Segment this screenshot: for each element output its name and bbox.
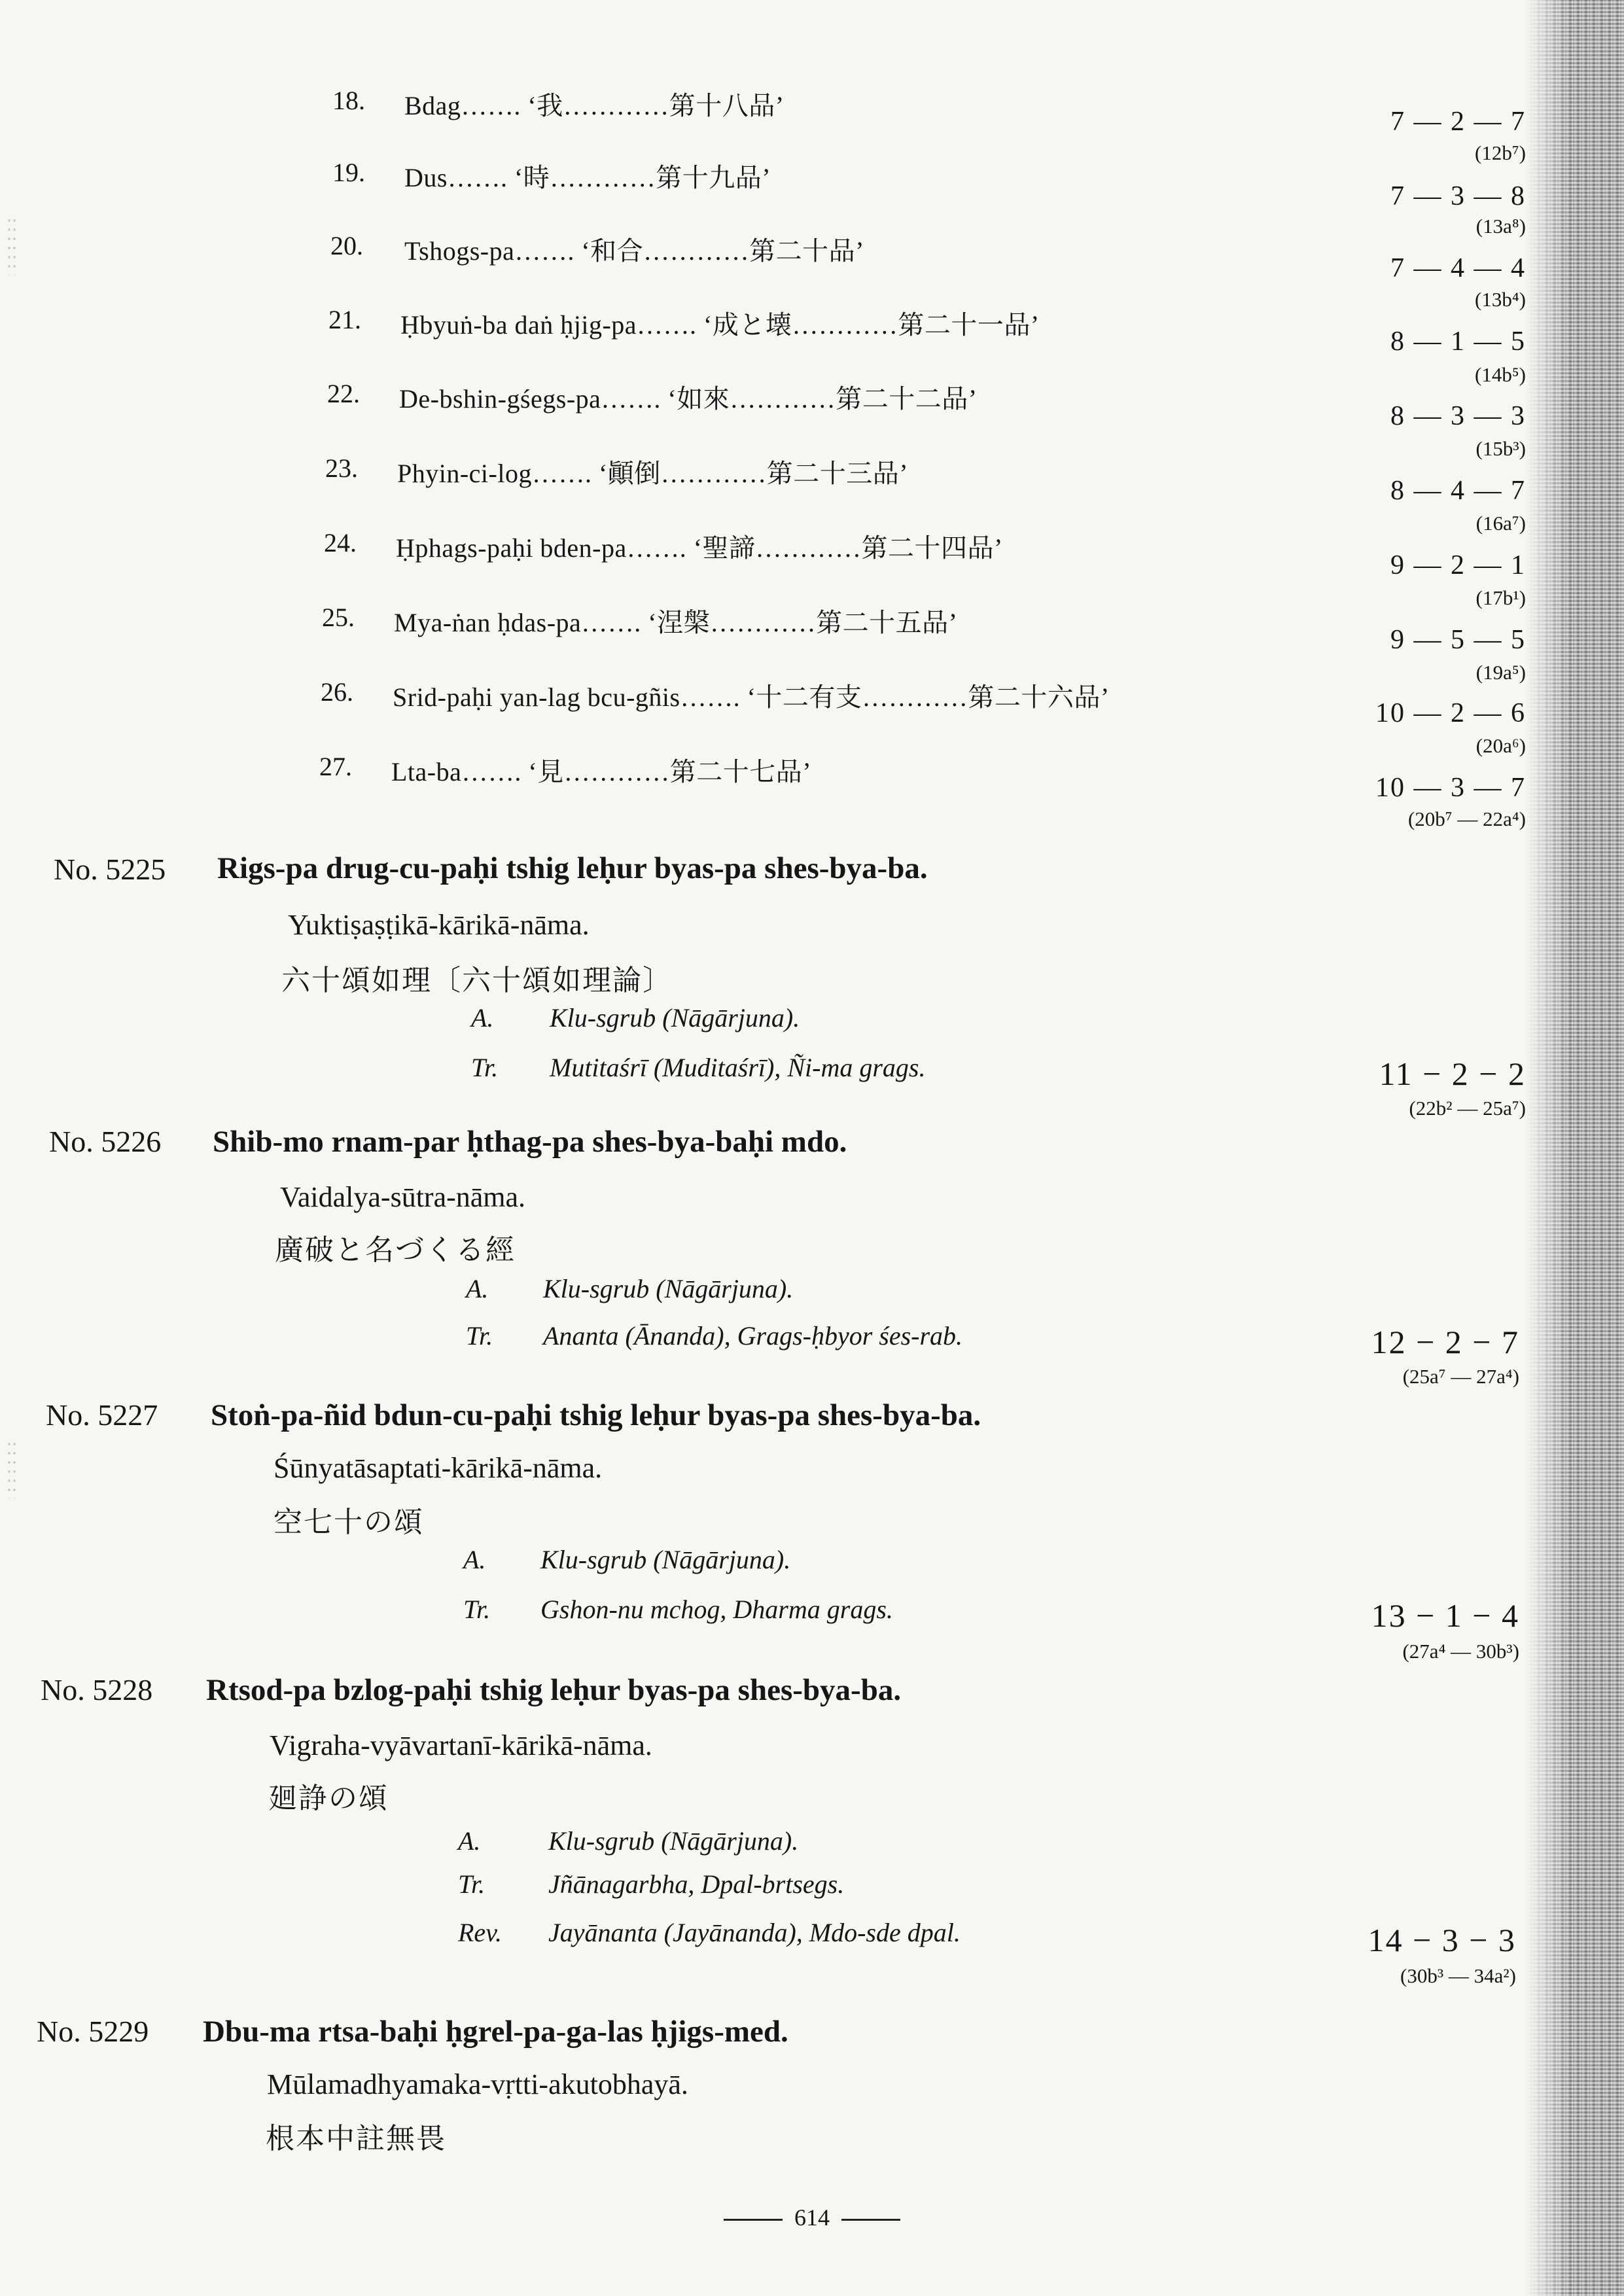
- folio-ref: (20b⁷ — 22a⁴): [1407, 807, 1526, 830]
- entry-title: Dbu-ma rtsa-baḥi ḥgrel-pa-ga-las ḥjigs-med.: [203, 2015, 788, 2049]
- folio-ref: (27a⁴ — 30b³): [1402, 1640, 1519, 1663]
- chapter-title: Tshogs-pa……. ‘和合…………第二十品’: [404, 236, 864, 266]
- japanese-title: 廣破と名づくる經: [275, 1234, 516, 1266]
- japanese-title: 廻諍の頌: [268, 1782, 389, 1814]
- volume-ref: 14 − 3 − 3: [1368, 1922, 1516, 1958]
- credit-label: A.: [471, 1003, 494, 1033]
- chapter-number: 22.: [327, 379, 360, 408]
- credit-value: Jñānagarbha, Dpal-brtsegs.: [548, 1869, 845, 1899]
- chapter-title: Ḥbyuṅ-ba daṅ ḥjig-pa……. ‘成と壊…………第二十一品’: [400, 310, 1040, 340]
- japanese-title: 根本中註無畏: [266, 2123, 446, 2155]
- chapter-title: Lta-ba……. ‘見…………第二十七品’: [391, 757, 812, 786]
- sanskrit-title: Mūlamadhyamaka-vṛtti-akutobhayā.: [267, 2068, 688, 2100]
- credit-value: Jayānanta (Jayānanda), Mdo-sde dpal.: [548, 1918, 961, 1947]
- folio-ref: (30b³ — 34a²): [1400, 1964, 1516, 1987]
- entry-number: No. 5228: [41, 1673, 153, 1706]
- entry-number: No. 5225: [54, 853, 166, 886]
- folio-ref: (15b³): [1475, 437, 1526, 460]
- chapter-number: 21.: [328, 305, 361, 334]
- page-footer: [0, 2204, 1624, 2231]
- volume-ref: 8 — 4 — 7: [1390, 476, 1526, 506]
- volume-ref: 9 — 2 — 1: [1390, 550, 1526, 580]
- volume-ref: 9 — 5 — 5: [1390, 625, 1526, 655]
- credit-label: A.: [466, 1274, 489, 1303]
- credit-label: A.: [458, 1826, 481, 1856]
- entry-title: Stoṅ-pa-ñid bdun-cu-paḥi tshig leḥur byas-pa shes-bya-ba.: [211, 1398, 981, 1432]
- volume-ref: 8 — 3 — 3: [1390, 401, 1526, 431]
- chapter-title: Dus……. ‘時…………第十九品’: [404, 163, 771, 192]
- chapter-title: Phyin-ci-log……. ‘顚倒…………第二十三品’: [397, 459, 909, 488]
- credit-label: Tr.: [463, 1595, 491, 1624]
- folio-ref: (17b¹): [1475, 586, 1526, 609]
- page-number: 614: [794, 2204, 830, 2231]
- credit-value: Klu-sgrub (Nāgārjuna).: [550, 1003, 800, 1033]
- volume-ref: 7 — 2 — 7: [1390, 107, 1526, 137]
- sanskrit-title: Śūnyatāsaptati-kārikā-nāma.: [274, 1452, 603, 1484]
- credit-label: Tr.: [458, 1869, 485, 1899]
- japanese-title: 空七十の頌: [274, 1506, 424, 1538]
- credit-label: Rev.: [458, 1918, 502, 1947]
- volume-ref: 11 − 2 − 2: [1379, 1055, 1526, 1092]
- volume-ref: 12 − 2 − 7: [1371, 1324, 1519, 1360]
- volume-ref: 13 − 1 − 4: [1371, 1597, 1519, 1634]
- entry-number: No. 5226: [49, 1125, 162, 1158]
- credit-label: A.: [463, 1545, 486, 1574]
- chapter-number: 26.: [321, 677, 353, 707]
- scan-edge-shadow: [1526, 0, 1624, 2296]
- chapter-title: De-bshin-gśegs-pa……. ‘如來…………第二十二品’: [399, 384, 978, 414]
- chapter-title: Ḥphags-paḥi bden-pa……. ‘聖諦…………第二十四品’: [396, 533, 1003, 563]
- entry-title: Rtsod-pa bzlog-paḥi tshig leḥur byas-pa shes-bya-ba.: [206, 1673, 902, 1707]
- credit-value: Ananta (Ānanda), Grags-ḥbyor śes-rab.: [543, 1321, 963, 1351]
- folio-ref: (25a⁷ — 27a⁴): [1402, 1365, 1519, 1388]
- sanskrit-title: Vigraha-vyāvartanī-kārikā-nāma.: [270, 1729, 652, 1761]
- sanskrit-title: Vaidalya-sūtra-nāma.: [280, 1181, 526, 1213]
- chapter-number: 23.: [325, 453, 358, 483]
- entry-number: No. 5229: [37, 2015, 149, 2048]
- footer-dash: [841, 2219, 900, 2221]
- chapter-title: Mya-ṅan ḥdas-pa……. ‘涅槃…………第二十五品’: [394, 608, 958, 637]
- folio-ref: (16a⁷): [1475, 512, 1526, 535]
- chapter-number: 19.: [332, 158, 365, 187]
- folio-ref: (13b⁴): [1475, 288, 1526, 311]
- chapter-number: 27.: [319, 752, 352, 781]
- chapter-number: 18.: [332, 86, 365, 115]
- chapter-title: Srid-paḥi yan-lag bcu-gñis……. ‘十二有支…………第二十六品’: [393, 682, 1110, 712]
- credit-value: Klu-sgrub (Nāgārjuna).: [543, 1274, 794, 1303]
- volume-ref: 10 — 3 — 7: [1375, 773, 1526, 803]
- footer-dash: [724, 2219, 783, 2221]
- volume-ref: 8 — 1 — 5: [1390, 327, 1526, 357]
- entry-title: Rigs-pa drug-cu-paḥi tshig leḥur byas-pa shes-bya-ba.: [217, 851, 928, 885]
- folio-ref: (13a⁸): [1475, 215, 1526, 238]
- folio-ref: (20a⁶): [1475, 734, 1526, 757]
- folio-ref: (22b² — 25a⁷): [1409, 1097, 1526, 1120]
- folio-ref: (14b⁵): [1475, 363, 1526, 386]
- folio-ref: (12b⁷): [1475, 141, 1526, 164]
- gutter-mark: [7, 1439, 16, 1498]
- folio-ref: (19a⁵): [1475, 661, 1526, 684]
- credit-label: Tr.: [471, 1053, 499, 1082]
- chapter-number: 25.: [322, 603, 355, 632]
- credit-label: Tr.: [466, 1321, 493, 1351]
- credit-value: Gshon-nu mchog, Dharma grags.: [540, 1595, 893, 1624]
- chapter-title: Bdag……. ‘我…………第十八品’: [404, 91, 785, 120]
- volume-ref: 10 — 2 — 6: [1375, 698, 1526, 728]
- credit-value: Klu-sgrub (Nāgārjuna).: [540, 1545, 791, 1574]
- entry-title: Shib-mo rnam-par ḥthag-pa shes-bya-baḥi mdo.: [213, 1125, 847, 1159]
- entry-number: No. 5227: [46, 1398, 158, 1432]
- credit-value: Mutitaśrī (Muditaśrī), Ñi-ma grags.: [550, 1053, 926, 1082]
- japanese-title: 六十頌如理〔六十頌如理論〕: [281, 964, 673, 997]
- gutter-mark: [7, 216, 16, 275]
- credit-value: Klu-sgrub (Nāgārjuna).: [548, 1826, 799, 1856]
- volume-ref: 7 — 3 — 8: [1390, 181, 1526, 211]
- chapter-number: 20.: [330, 231, 363, 260]
- sanskrit-title: Yuktiṣaṣṭikā-kārikā-nāma.: [288, 909, 590, 941]
- volume-ref: 7 — 4 — 4: [1390, 253, 1526, 283]
- chapter-number: 24.: [324, 528, 357, 557]
